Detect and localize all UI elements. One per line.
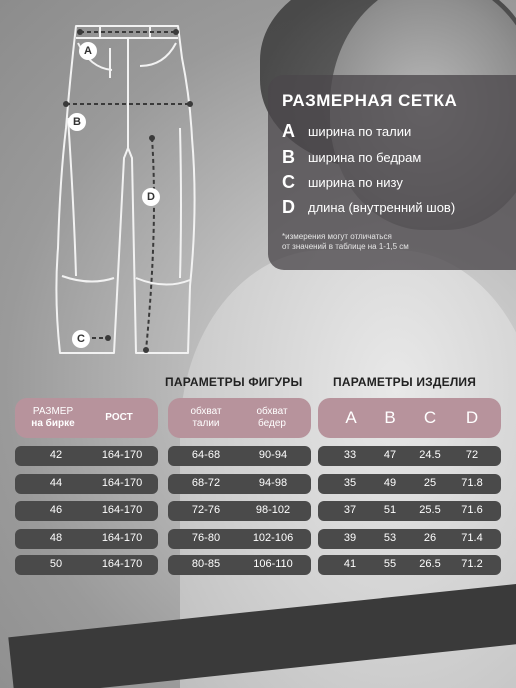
legend-item-b [282,147,421,168]
cell-d: 72 [465,449,479,461]
row-size-height [15,501,158,521]
header-waist [176,406,236,430]
size-chart-legend-panel [268,75,516,270]
row-product [318,474,501,494]
row-figure [168,529,311,549]
row-figure [168,555,311,575]
legend-letter: B [282,147,295,167]
cell-b: 47 [383,449,397,461]
row-size-height [15,474,158,494]
row-size-height [15,555,158,575]
row-product [318,529,501,549]
cell-a: 41 [343,558,357,570]
header-size [23,406,83,430]
header-size-bottom: на бирке [31,418,75,429]
diagram-label-d: D [142,188,160,206]
cell-height: 164-170 [101,477,143,489]
cell-size: 46 [49,504,63,516]
cell-b: 51 [383,504,397,516]
legend-text: ширина по низу [308,175,403,190]
header-a: A [345,408,357,427]
header-b: B [384,408,396,427]
cell-a: 37 [343,504,357,516]
header-product [318,398,501,438]
diagram-label-a: A [79,42,97,60]
row-figure [168,501,311,521]
cell-d: 71.8 [461,477,483,489]
cell-d: 71.4 [461,532,483,544]
legend-note-line2: от значений в таблице на 1-1,5 см [282,242,409,251]
cell-waist: 64-68 [191,449,221,461]
cell-size: 44 [49,477,63,489]
cell-c: 24.5 [419,449,441,461]
cell-b: 49 [383,477,397,489]
header-hips-bottom: бедер [258,418,286,429]
row-size-height [15,529,158,549]
cell-size: 48 [49,532,63,544]
cell-c: 25.5 [419,504,441,516]
header-waist-top: обхват [190,406,222,417]
cell-waist: 80-85 [191,558,221,570]
header-size-height [15,398,158,438]
cell-waist: 68-72 [191,477,221,489]
header-d: D [465,408,479,427]
cell-d: 71.6 [461,504,483,516]
cell-hips: 106-110 [253,558,293,570]
diagram-label-c: C [72,330,90,348]
cell-hips: 94-98 [258,477,288,489]
row-size-height [15,446,158,466]
legend-text: ширина по талии [308,124,412,139]
cell-height: 164-170 [101,504,143,516]
cell-height: 164-170 [101,558,143,570]
cell-hips: 90-94 [258,449,288,461]
figure-params-title: ПАРАМЕТРЫ ФИГУРЫ [165,375,303,389]
cell-a: 33 [343,449,357,461]
header-hips-top: обхват [256,406,288,417]
diagram-label-b: B [68,113,86,131]
legend-note-line1: *измерения могут отличаться [282,232,392,241]
legend-letter: A [282,121,295,141]
cell-size: 50 [49,558,63,570]
cell-waist: 76-80 [191,532,221,544]
header-hips [242,406,302,430]
legend-note [282,232,409,252]
cell-c: 25 [423,477,437,489]
cell-c: 26 [423,532,437,544]
header-figure [168,398,311,438]
cell-d: 71.2 [461,558,483,570]
row-product [318,501,501,521]
legend-title: РАЗМЕРНАЯ СЕТКА [282,91,458,110]
header-c: C [423,408,437,427]
cell-height: 164-170 [101,449,143,461]
cell-hips: 102-106 [252,532,294,544]
pants-diagram [40,8,210,358]
row-figure [168,446,311,466]
legend-item-a [282,121,411,142]
cell-c: 26.5 [419,558,441,570]
cell-b: 53 [383,532,397,544]
row-product [318,446,501,466]
cell-hips: 98-102 [255,504,291,516]
cell-a: 39 [343,532,357,544]
legend-letter: C [282,172,295,192]
legend-text: ширина по бедрам [308,150,422,165]
legend-text: длина (внутренний шов) [308,200,456,215]
cell-size: 42 [49,449,63,461]
cell-b: 55 [383,558,397,570]
product-params-title: ПАРАМЕТРЫ ИЗДЕЛИЯ [333,375,477,389]
cell-a: 35 [343,477,357,489]
header-height: РОСТ [105,412,133,423]
legend-letter: D [282,197,295,217]
row-figure [168,474,311,494]
legend-item-c [282,172,403,193]
row-product [318,555,501,575]
cell-height: 164-170 [101,532,143,544]
cell-waist: 72-76 [191,504,221,516]
header-size-top: РАЗМЕР [32,406,74,417]
legend-item-d [282,197,455,218]
header-waist-bottom: талии [192,418,220,429]
